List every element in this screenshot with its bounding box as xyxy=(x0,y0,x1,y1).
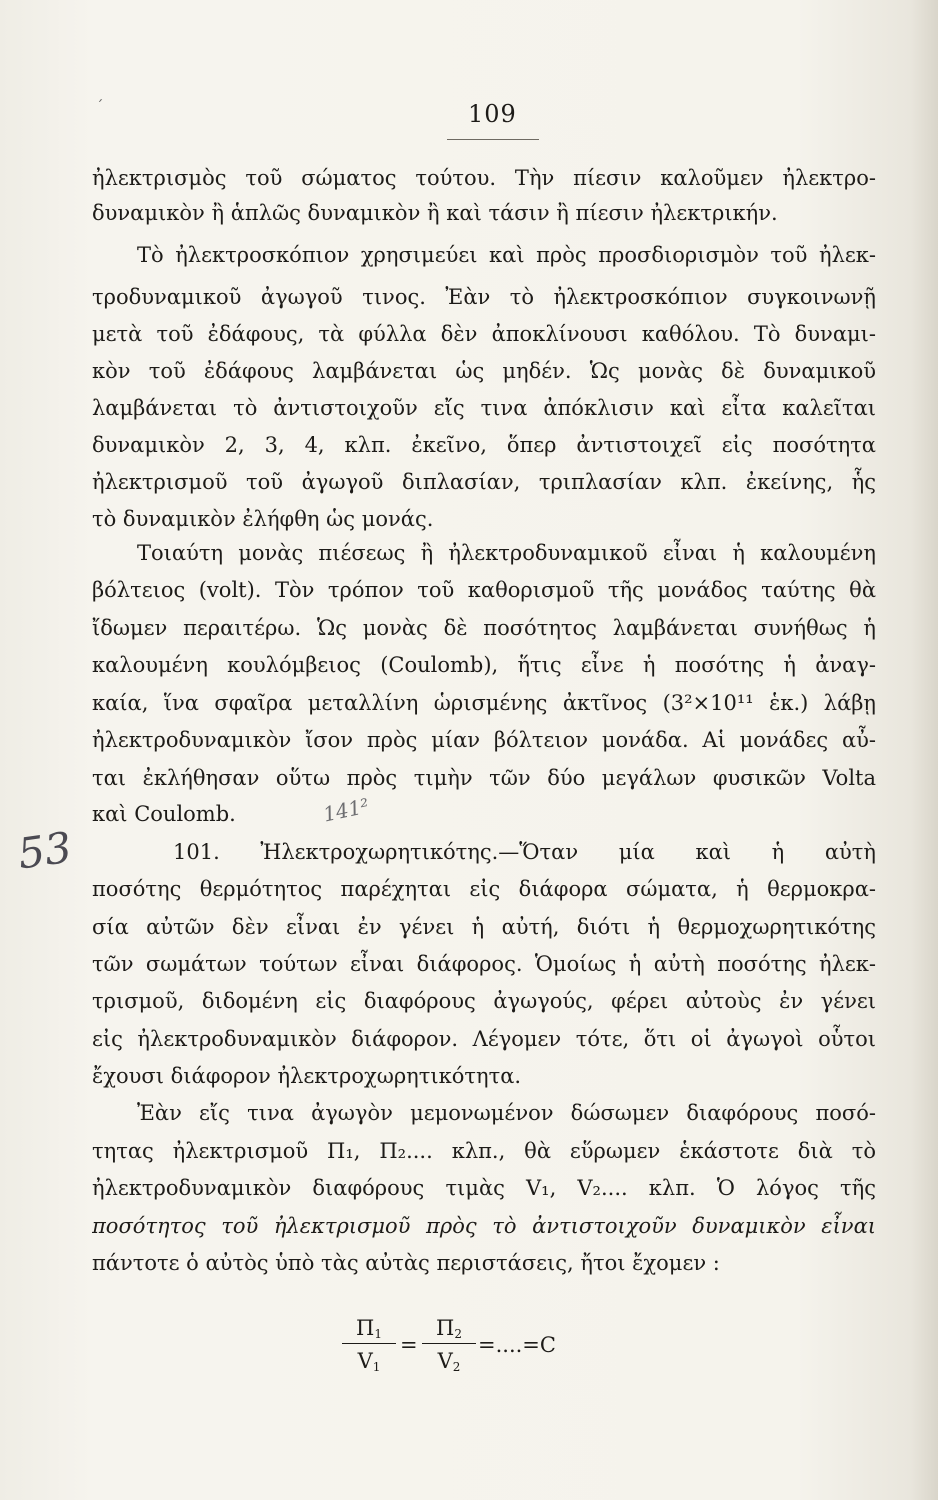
text-line: ἔχουσι διάφορον ἠλεκτροχωρητικότητα. xyxy=(92,1064,522,1088)
numerator: $\Pi_2$ xyxy=(422,1313,476,1344)
text-line: ἠλεκτρισμοῦ τοῦ ἀγωγοῦ διπλασίαν, τριπλασίαν κλπ. ἐκείνης, ἧς xyxy=(92,470,876,494)
margin-tick: ˊ xyxy=(96,97,104,115)
text-line: ποσότητος τοῦ ἠλεκτρισμοῦ πρὸς τὸ ἀντιστοιχοῦν δυναμικὸν εἶναι xyxy=(92,1214,876,1238)
denominator: $V_2$ xyxy=(437,1349,461,1374)
text-line: τρισμοῦ, διδομένη εἰς διαφόρους ἀγωγούς, φέρει αὐτοὺς ἐν γένει xyxy=(92,989,876,1013)
pencil-annotation: 141² xyxy=(321,793,372,827)
text-line: μετὰ τοῦ ἐδάφους, τὰ φύλλα δὲν ἀποκλίνουσι καθόλου. Τὸ δυναμι- xyxy=(92,322,876,346)
text-line: ποσότης θερμότητος παρέχηται εἰς διάφορα σώματα, ἡ θερμοκρα- xyxy=(92,877,876,901)
text-line: σία αὐτῶν δὲν εἶναι ἐν γένει ἡ αὐτή, διότι ἡ θερμοχωρητικότης xyxy=(92,915,876,939)
text-line: Τὸ ἠλεκτροσκόπιον χρησιμεύει καὶ πρὸς προσδιορισμὸν τοῦ ἠλεκ- xyxy=(137,243,876,267)
page-number-rule xyxy=(447,139,539,140)
text-line: καλουμένη κουλόμβειος (Coulomb), ἥτις εἶνε ἡ ποσότης ἡ ἀναγ- xyxy=(92,653,876,677)
text-line: καὶ Coulomb. xyxy=(92,802,236,826)
section-heading-line: 101. Ἠλεκτροχωρητικότης.—Ὅταν μία καὶ ἡ αὐτὴ xyxy=(173,840,876,864)
text-line: τῶν σωμάτων τούτων εἶναι διάφορος. Ὁμοίως ἡ αὐτὴ ποσότης ἠλεκ- xyxy=(92,952,876,976)
fraction-pi1-v1 xyxy=(342,1313,396,1374)
text-line: ἠλεκτρισμὸς τοῦ σώματος τούτου. Τὴν πίεσιν καλοῦμεν ἠλεκτρο- xyxy=(92,166,876,190)
handwritten-margin-note: 53 xyxy=(14,822,75,879)
text-line: ται ἐκλήθησαν οὕτω πρὸς τιμὴν τῶν δύο μεγάλων φυσικῶν Volta xyxy=(92,766,876,790)
denominator: $V_1$ xyxy=(357,1349,381,1374)
fraction-pi2-v2 xyxy=(422,1313,476,1374)
text-line: εἰς ἠλεκτροδυναμικὸν διάφορον. Λέγομεν τότε, ὅτι οἱ ἀγωγοὶ οὗτοι xyxy=(92,1027,876,1051)
equals-sign: = xyxy=(400,1333,418,1357)
text-line: δυναμικὸν 2, 3, 4, κλπ. ἐκεῖνο, ὅπερ ἀντιστοιχεῖ εἰς ποσότητα xyxy=(92,433,876,457)
text-line: βόλτειος (volt). Τὸν τρόπον τοῦ καθορισμοῦ τῆς μονάδος ταύτης θὰ xyxy=(92,578,876,602)
text-line: ἠλεκτροδυναμικὸν διαφόρους τιμὰς V₁, V₂.... κλπ. Ὁ λόγος τῆς xyxy=(92,1176,876,1200)
text-line: λαμβάνεται τὸ ἀντιστοιχοῦν εἴς τινα ἀπόκλισιν καὶ εἶτα καλεῖται xyxy=(92,396,876,420)
numerator: $\Pi_1$ xyxy=(342,1313,396,1344)
page-number: 109 xyxy=(468,100,517,128)
text-line: τὸ δυναμικὸν ἐλήφθη ὡς μονάς. xyxy=(92,507,434,531)
text-line: ἴδωμεν περαιτέρω. Ὡς μονὰς δὲ ποσότητος λαμβάνεται συνήθως ἡ xyxy=(92,616,876,640)
text-line: δυναμικὸν ἢ ἁπλῶς δυναμικὸν ἢ καὶ τάσιν ἢ πίεσιν ἠλεκτρικήν. xyxy=(92,201,778,225)
text-line: τητας ἠλεκτρισμοῦ Π₁, Π₂.... κλπ., θὰ εὕρωμεν ἑκάστοτε διὰ τὸ xyxy=(92,1139,876,1163)
text-line: ἠλεκτροδυναμικὸν ἴσον πρὸς μίαν βόλτειον μονάδα. Αἱ μονάδες αὖ- xyxy=(92,728,876,752)
text-line: κὸν τοῦ ἐδάφους λαμβάνεται ὡς μηδέν. Ὡς μονὰς δὲ δυναμικοῦ xyxy=(92,359,876,383)
text-line: τροδυναμικοῦ ἀγωγοῦ τινος. Ἐὰν τὸ ἠλεκτροσκόπιον συγκοινωνῇ xyxy=(92,285,876,309)
text-line: πάντοτε ὁ αὐτὸς ὑπὸ τὰς αὐτὰς περιστάσεις, ἤτοι ἔχομεν : xyxy=(92,1251,720,1275)
text-line: Τοιαύτη μονὰς πιέσεως ἢ ἠλεκτροδυναμικοῦ εἶναι ἡ καλουμένη xyxy=(137,541,876,565)
text-line: Ἐὰν εἴς τινα ἀγωγὸν μεμονωμένον δώσωμεν διαφόρους ποσό- xyxy=(137,1101,876,1125)
capacitance-formula xyxy=(342,1313,622,1383)
text-line: καία, ἵνα σφαῖρα μεταλλίνη ὡρισμένης ἀκτῖνος (3²×10¹¹ ἑκ.) λάβῃ xyxy=(92,691,876,715)
formula-tail: =....=C xyxy=(478,1333,556,1357)
